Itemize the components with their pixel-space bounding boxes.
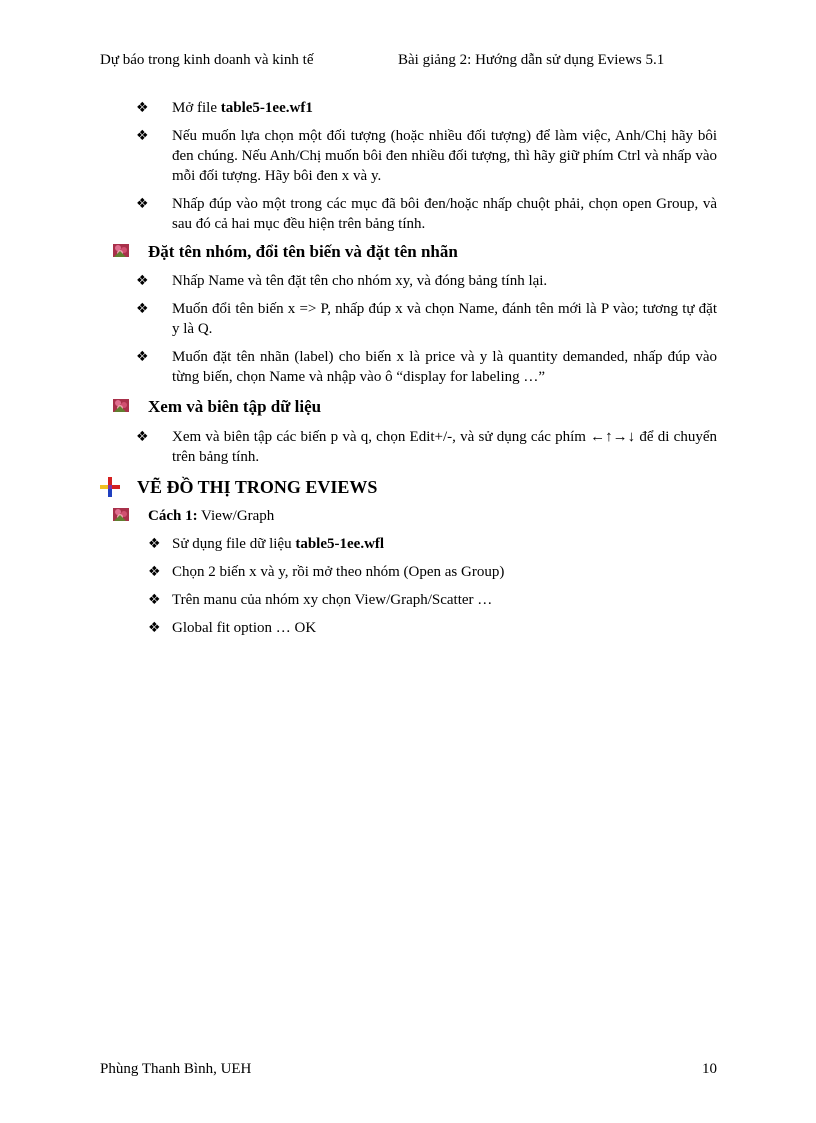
diamond-bullet-icon: ❖ <box>136 301 149 317</box>
list-item: ❖ Sử dụng file dữ liệu table5-1ee.wfl <box>148 536 385 552</box>
diamond-bullet-icon: ❖ <box>136 349 149 365</box>
list-item: ❖ Muốn đặt tên nhãn (label) cho biến x là price và y là quantity demanded, nhấp đúp vào từng biến, chọn Name và nhập vào ô “display for labeling …” <box>136 349 717 385</box>
list-item: ❖ Trên manu của nhóm xy chọn View/Graph/Scatter … <box>148 592 493 608</box>
list-item: ❖ Nếu muốn lựa chọn một đối tượng (hoặc nhiều đối tượng) để làm việc, Anh/Chị hãy bôi đen chúng. Nếu Anh/Chị muốn bôi đen nhiều đối tượng, thì hãy giữ phím Ctrl và nhấp vào mỗi đối tượng. Hãy bôi đen x và y. <box>136 128 717 184</box>
page-header <box>100 50 716 70</box>
diamond-bullet-icon: ❖ <box>136 273 149 289</box>
flower-icon <box>112 241 130 259</box>
list-item: ❖ Mở file table5-1ee.wf1 <box>136 100 313 116</box>
list-item: ❖ Muốn đổi tên biến x => P, nhấp đúp x và chọn Name, đánh tên mới là P vào; tương tự đặt y là Q. <box>136 301 717 337</box>
header-course-title: Dự báo trong kinh doanh và kinh tế <box>100 52 314 68</box>
flower-icon <box>112 505 130 523</box>
section-title: Xem và biên tập dữ liệu <box>148 397 322 416</box>
diamond-bullet-icon: ❖ <box>136 128 149 144</box>
main-heading: VẼ ĐỒ THỊ TRONG EVIEWS <box>137 477 378 497</box>
diamond-bullet-icon: ❖ <box>148 564 161 580</box>
file-name: table5-1ee.wfl <box>295 536 385 552</box>
footer-author: Phùng Thanh Bình, UEH <box>100 1061 252 1077</box>
header-lecture-title: Bài giảng 2: Hướng dẫn sử dụng Eviews 5.1 <box>398 52 665 68</box>
list-item: ❖ Nhấp Name và tên đặt tên cho nhóm xy, và đóng bảng tính lại. <box>136 273 548 289</box>
flower-icon <box>112 396 130 414</box>
diamond-bullet-icon: ❖ <box>148 592 161 608</box>
diamond-bullet-icon: ❖ <box>148 536 161 552</box>
method-title: Cách 1: View/Graph <box>148 508 275 524</box>
section-title: Đặt tên nhóm, đổi tên biến và đặt tên nhãn <box>148 242 458 261</box>
diamond-bullet-icon: ❖ <box>148 620 161 636</box>
page-footer <box>100 1059 717 1079</box>
list-item: ❖ Nhấp đúp vào một trong các mục đã bôi đen/hoặc nhấp chuột phải, chọn open Group, và sau đó cả hai mục đều hiện trên bảng tính. <box>136 196 717 232</box>
cross-icon <box>100 477 120 497</box>
list-item: ❖ Xem và biên tập các biến p và q, chọn Edit+/-, và sử dụng các phím ←↑→↓ để di chuyển trên bảng tính. <box>136 429 717 465</box>
list-item: ❖ Global fit option … OK <box>148 620 317 636</box>
diamond-bullet-icon: ❖ <box>136 429 149 445</box>
diamond-bullet-icon: ❖ <box>136 100 149 116</box>
list-item: ❖ Chọn 2 biến x và y, rồi mở theo nhóm (Open as Group) <box>148 564 505 580</box>
diamond-bullet-icon: ❖ <box>136 196 149 212</box>
file-name: table5-1ee.wf1 <box>220 100 313 116</box>
page-number: 10 <box>702 1061 717 1077</box>
